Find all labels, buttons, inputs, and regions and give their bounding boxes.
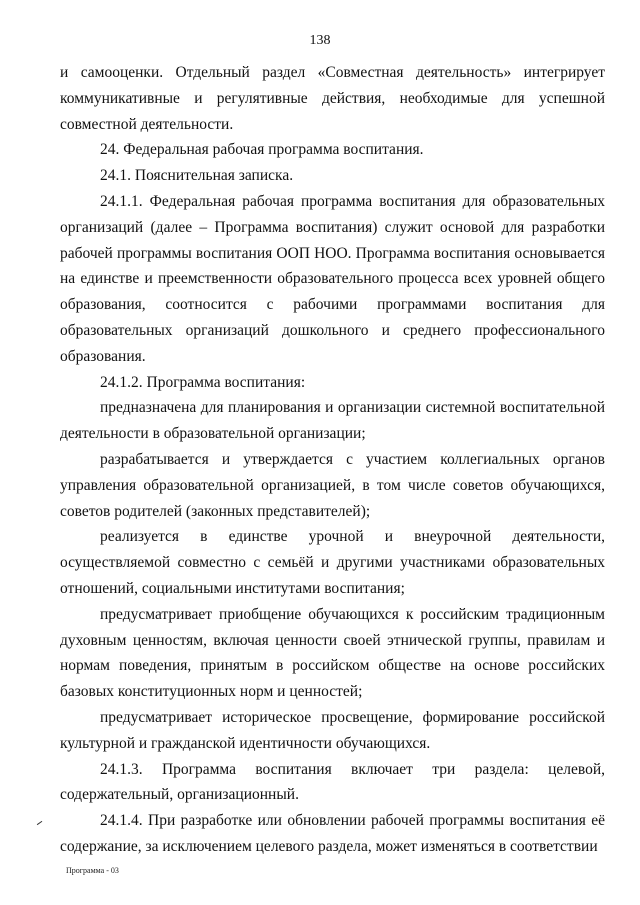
paragraph-item-development: разрабатывается и утверждается с участием коллегиальных органов управления образовательной организацией, в том числе советов обучающихся, советов родителей (законных представителей); [60, 450, 605, 520]
page-footer: Программа - 03 [66, 866, 119, 875]
paragraph-item-traditional-values: предусматривает приобщение обучающихся к российским традиционным духовным ценностям, включая ценности своей этнической группы, правилам и нормам поведения, принятым в российском обществе на основе российских базовых конституционных норм и ценностей; [60, 605, 605, 701]
paragraph-section-24: 24. Федеральная рабочая программа воспитания. [100, 141, 424, 159]
paragraph-item-planning: предназначена для планирования и организации системной воспитательной деятельности в образовательной организации; [60, 399, 605, 443]
paragraph-section-24-1-1: 24.1.1. Федеральная рабочая программа воспитания для образовательных организаций (далее – Программа воспитания) служит основой для разработки рабочей программы воспитания ООП НОО. Программа воспитания основывается на единстве и преемственности образовательного процесса всех уровней общего образования, соотносится с рабочими программами воспитания для образовательных организаций дошкольного и среднего профессионального образования. [60, 192, 605, 365]
paragraph-section-24-1-2: 24.1.2. Программа воспитания: [100, 373, 306, 391]
paragraph-item-implementation: реализуется в единстве урочной и внеурочной деятельности, осуществляемой совместно с семьёй и другими участниками образовательных отношений, социальными институтами воспитания; [60, 528, 605, 597]
page-number: 138 [309, 33, 331, 48]
document-body [60, 60, 605, 860]
paragraph-section-24-1-3: 24.1.3. Программа воспитания включает три раздела: целевой, содержательный, организационный. [60, 760, 605, 804]
margin-pen-mark [37, 821, 45, 829]
paragraph-item-historical-education: предусматривает историческое просвещение, формирование российской культурной и гражданской идентичности обучающихся. [60, 708, 605, 752]
paragraph-section-24-1-4: 24.1.4. При разработке или обновлении рабочей программы воспитания её содержание, за исключением целевого раздела, может изменяться в соответствии [60, 812, 605, 855]
paragraph-section-24-1: 24.1. Пояснительная записка. [100, 167, 294, 185]
paragraph-continuation: и самооценки. Отдельный раздел «Совместная деятельность» интегрирует коммуникативные и регулятивные действия, необходимые для успешной совместной деятельности. [60, 64, 605, 133]
